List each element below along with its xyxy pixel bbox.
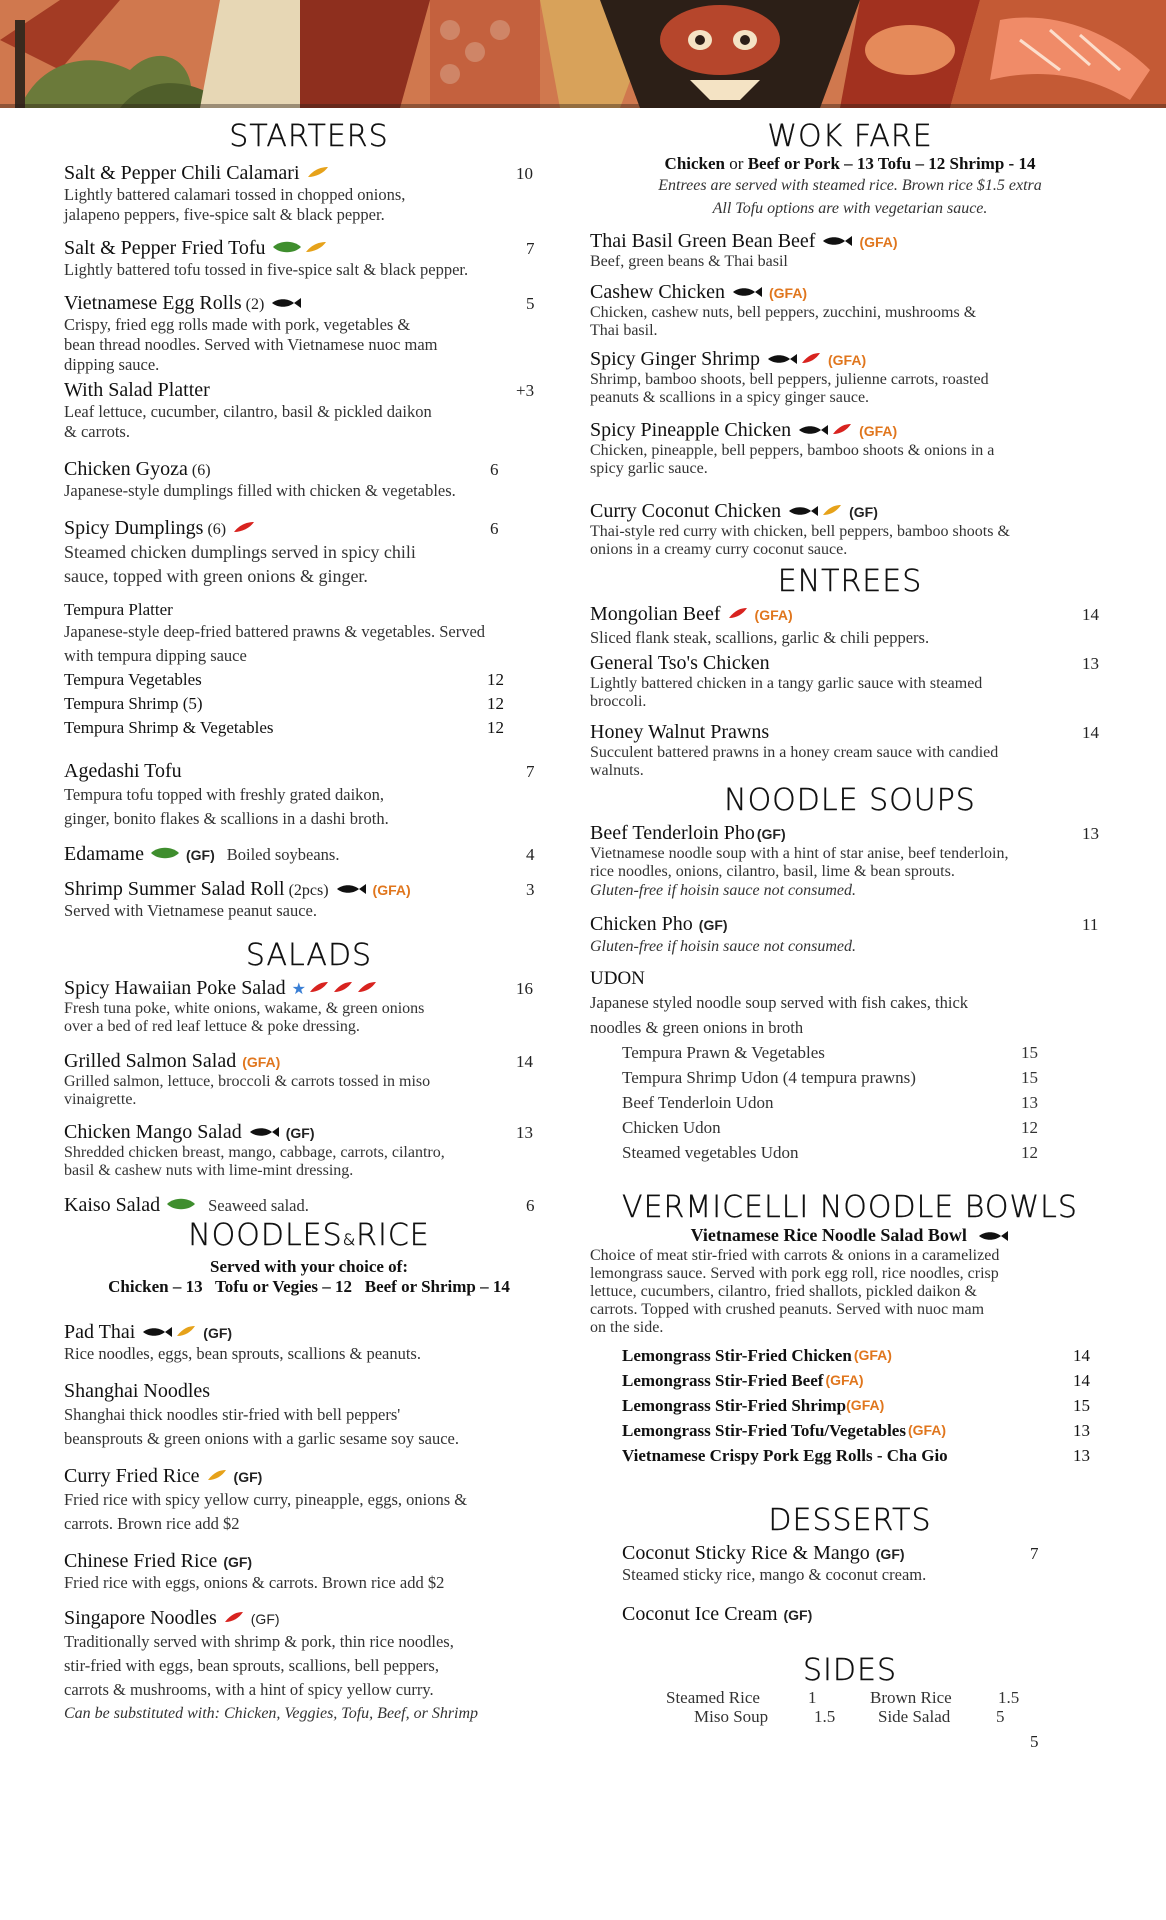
option-row <box>622 1140 1038 1165</box>
item-desc: Japanese-style deep-fried battered prawns & vegetables. Served <box>64 622 486 641</box>
option-row <box>622 1065 1038 1090</box>
heading-part: RICE <box>356 1218 430 1253</box>
noodles-rice-heading <box>64 1219 554 1257</box>
gfa-tag: (GFA) <box>853 1347 892 1364</box>
item-qty: (6) <box>207 521 227 538</box>
item-price: 13 <box>516 1123 533 1142</box>
item-price: +3 <box>516 381 535 400</box>
sides-list <box>590 1688 1110 1732</box>
pepper-icon <box>821 503 843 522</box>
protein-prices: Chicken – 13 Tofu or Vegies – 12 Beef or Shrimp – 14 <box>108 1277 510 1296</box>
menu-item-honey-walnut-prawns <box>590 721 1110 780</box>
gf-tag: (GF) <box>783 1607 813 1624</box>
item-desc: broccoli. <box>590 693 647 710</box>
item-desc: sauce, topped with green onions & ginger. <box>64 566 368 586</box>
item-price: 7 <box>1030 1544 1039 1564</box>
wok-note: Entrees are served with steamed rice. Brown rice $1.5 extra <box>658 177 1042 194</box>
fish-icon <box>270 296 302 314</box>
option-label: Beef Tenderloin Udon <box>622 1093 774 1112</box>
fish-icon <box>335 882 367 900</box>
menu-item-thai-basil-beef <box>590 230 1110 271</box>
option-price: 15 <box>1073 1396 1090 1416</box>
item-desc: Lightly battered chicken in a tangy garlic sauce with steamed <box>590 675 983 692</box>
item-desc: stir-fried with eggs, bean sprouts, scallions, bell peppers, <box>64 1656 439 1675</box>
item-desc: jalapeno peppers, five-spice salt & black pepper. <box>64 205 385 224</box>
fish-icon <box>977 1226 1009 1247</box>
menu-item-salad-platter <box>64 379 554 442</box>
menu-item-shanghai <box>64 1380 554 1451</box>
menu-item-coconut-ice-cream <box>622 1603 1110 1626</box>
gf-tag: (GF) <box>849 504 878 520</box>
item-qty: (2) <box>245 296 265 313</box>
item-desc: with tempura dipping sauce <box>64 646 247 665</box>
menu-item-egg-rolls <box>64 292 554 375</box>
item-desc: Beef, green beans & Thai basil <box>590 253 788 270</box>
item-price: 4 <box>526 845 535 864</box>
option-price: 12 <box>487 670 504 689</box>
item-desc: Thai basil. <box>590 322 658 339</box>
item-price: 5 <box>1030 1732 1039 1752</box>
menu-item-curry-coconut-chicken <box>590 500 1110 559</box>
gf-tag: (GF) <box>875 1546 905 1563</box>
option-price: 13 <box>1073 1421 1090 1441</box>
option-price: 12 <box>487 718 504 737</box>
option-price: 12 <box>487 694 504 713</box>
item-desc: Sliced flank steak, scallions, garlic & chili peppers. <box>590 628 930 647</box>
gf-tag: (GF) <box>250 1611 280 1627</box>
item-desc: Fried rice with spicy yellow curry, pineapple, eggs, onions & <box>64 1490 468 1509</box>
salads-heading: SALADS <box>245 938 373 973</box>
gfa-tag: (GFA) <box>768 285 808 301</box>
side-price: 1.5 <box>998 1688 1020 1708</box>
item-desc: peanuts & scallions in a spicy ginger sauce. <box>590 389 870 406</box>
item-desc: basil & cashew nuts with lime-mint dressing. <box>64 1162 354 1179</box>
menu-item-edamame <box>64 843 554 866</box>
option-price: 15 <box>1021 1068 1038 1087</box>
entrees-heading: ENTREES <box>777 564 923 599</box>
gf-tag: (GF) <box>185 847 215 863</box>
heading-part: NOODLES <box>188 1218 343 1253</box>
option-row <box>622 1090 1038 1115</box>
item-price: 14 <box>1082 605 1099 624</box>
fish-icon <box>248 1125 280 1143</box>
item-name: Agedashi Tofu <box>64 760 182 782</box>
chili-icon <box>332 980 354 999</box>
noodle-soups-heading: NOODLE SOUPS <box>724 783 976 818</box>
item-name: Shrimp Summer Salad Roll <box>64 878 285 900</box>
menu-item-curry-fried-rice <box>64 1465 554 1536</box>
item-desc: Chicken, cashew nuts, bell peppers, zucchini, mushrooms & <box>590 304 977 321</box>
option-price: 12 <box>1021 1118 1038 1137</box>
item-price: 13 <box>1082 654 1099 673</box>
item-name: Beef Tenderloin Pho <box>590 822 755 844</box>
item-desc: Steamed sticky rice, mango & coconut cream. <box>622 1565 927 1585</box>
gfa-tag: (GFA) <box>907 1422 947 1439</box>
menu-item-udon <box>590 968 1110 1165</box>
menu-item-mango-salad <box>64 1121 554 1180</box>
item-note: Gluten-free if hoisin sauce not consumed. <box>590 882 857 899</box>
pepper-icon <box>306 165 330 184</box>
option-label: Chicken Udon <box>622 1118 721 1137</box>
option-price: 15 <box>1021 1043 1038 1062</box>
gfa-tag: (GFA) <box>828 352 867 368</box>
gfa-tag: (GFA) <box>846 1397 885 1414</box>
menu-item-poke <box>64 977 554 1036</box>
menu-item-chinese-fried-rice <box>64 1550 554 1593</box>
item-price: 6 <box>490 460 499 479</box>
option-price: 14 <box>1073 1346 1090 1366</box>
menu-item-general-tso <box>590 652 1110 711</box>
chili-icon <box>356 980 378 999</box>
option-row <box>64 692 504 716</box>
item-name: Chinese Fried Rice <box>64 1550 218 1572</box>
item-name: Mongolian Beef <box>590 603 721 625</box>
option-price: 13 <box>1073 1446 1090 1466</box>
item-desc: Tempura tofu topped with freshly grated daikon, <box>64 785 385 804</box>
item-desc: Crispy, fried egg rolls made with pork, vegetables & <box>64 315 411 334</box>
item-desc: spicy garlic sauce. <box>590 460 708 477</box>
item-desc: Fried rice with eggs, onions & carrots. Brown rice add $2 <box>64 1573 445 1592</box>
leaf-icon <box>166 1197 196 1216</box>
item-desc: bean thread noodles. Served with Vietnamese nuoc mam <box>64 335 438 354</box>
item-name: With Salad Platter <box>64 379 210 401</box>
item-price: 6 <box>490 519 499 538</box>
side-label: Miso Soup <box>694 1707 769 1727</box>
item-desc: over a bed of red leaf lettuce & poke dressing. <box>64 1018 360 1035</box>
item-qty: (6) <box>191 462 211 479</box>
item-name: Chicken Pho <box>590 913 693 935</box>
option-row <box>622 1368 1090 1393</box>
option-row <box>622 1393 1090 1418</box>
item-price: 16 <box>516 979 533 998</box>
item-desc: ginger, bonito flakes & scallions in a dashi broth. <box>64 809 389 828</box>
chili-icon <box>727 606 749 625</box>
subtitle-text: Vietnamese Rice Noodle Salad Bowl <box>690 1225 967 1245</box>
menu-item-chicken-pho <box>590 913 1110 958</box>
option-label: Lemongrass Stir-Fried Chicken <box>622 1346 852 1366</box>
bowl-desc: Choice of meat stir-fried with carrots & onions in a caramelized <box>590 1247 1000 1265</box>
left-column <box>64 120 554 1726</box>
gfa-tag: (GFA) <box>859 423 898 439</box>
option-price: 13 <box>1021 1093 1038 1112</box>
item-desc: Thai-style red curry with chicken, bell peppers, bamboo shoots & <box>590 523 1010 540</box>
option-row <box>64 668 504 692</box>
wok-fare-heading: WOK FARE <box>767 119 933 154</box>
menu-item-sticky-rice <box>622 1542 1110 1585</box>
option-label: Tempura Vegetables <box>64 670 202 689</box>
item-desc: noodles & green onions in broth <box>590 1018 804 1037</box>
protein-text: Beef or Pork – 13 Tofu – 12 Shrimp - 14 <box>747 154 1036 173</box>
chili-icon <box>232 520 256 539</box>
item-desc: Boiled soybeans. <box>226 845 340 864</box>
option-label: Tempura Shrimp Udon (4 tempura prawns) <box>622 1068 916 1087</box>
item-desc: Fresh tuna poke, white onions, wakame, & green onions <box>64 1000 425 1017</box>
item-note: Can be substituted with: Chicken, Veggies, Tofu, Beef, or Shrimp <box>64 1705 479 1722</box>
item-price: 7 <box>526 239 535 258</box>
chili-icon <box>223 1610 245 1629</box>
wok-note: All Tofu options are with vegetarian sauce. <box>712 200 988 217</box>
gfa-tag: (GFA) <box>825 1372 864 1389</box>
gf-tag: (GF) <box>203 1325 233 1341</box>
option-row <box>622 1343 1090 1368</box>
option-label: Vietnamese Crispy Pork Egg Rolls - Cha Gio <box>622 1446 948 1466</box>
item-price: 11 <box>1082 915 1099 934</box>
vermicelli-heading: VERMICELLI NOODLE BOWLS <box>622 1190 1078 1225</box>
gf-tag: (GF) <box>698 917 728 933</box>
item-name: Chicken Mango Salad <box>64 1121 242 1143</box>
gfa-tag: (GFA) <box>242 1054 281 1070</box>
item-price: 13 <box>1082 824 1099 843</box>
fish-icon <box>821 234 853 252</box>
item-desc: Succulent battered prawns in a honey cream sauce with candied <box>590 744 999 761</box>
starters-heading: STARTERS <box>229 119 389 154</box>
option-row <box>622 1418 1090 1443</box>
fish-icon <box>787 504 819 522</box>
menu-item-singapore <box>64 1607 554 1726</box>
item-desc: Steamed chicken dumplings served in spicy chili <box>64 542 416 562</box>
option-price: 12 <box>1021 1143 1038 1162</box>
item-desc: Traditionally served with shrimp & pork, thin rice noodles, <box>64 1632 454 1651</box>
side-label: Side Salad <box>878 1707 951 1727</box>
bowl-desc: carrots. Topped with crushed peanuts. Served with nuoc mam <box>590 1301 985 1319</box>
gf-tag: (GF) <box>233 1469 263 1485</box>
bowl-desc: lemongrass sauce. Served with pork egg roll, rice noodles, crisp <box>590 1265 999 1283</box>
pepper-icon <box>206 1468 228 1487</box>
bowl-desc: on the side. <box>590 1319 664 1337</box>
fish-icon <box>766 352 798 370</box>
item-desc: beansprouts & green onions with a garlic sesame soy sauce. <box>64 1429 459 1448</box>
gf-tag: (GF) <box>223 1554 253 1570</box>
heading-amp: & <box>342 1230 357 1249</box>
item-desc: dipping sauce. <box>64 355 160 374</box>
item-name: Spicy Ginger Shrimp <box>590 348 760 370</box>
choice-line: Served with your choice of: <box>210 1257 408 1276</box>
option-label: Lemongrass Stir-Fried Shrimp <box>622 1396 847 1416</box>
item-desc: carrots. Brown rice add $2 <box>64 1514 240 1533</box>
item-name: UDON <box>590 968 645 989</box>
side-label: Brown Rice <box>870 1688 952 1708</box>
leaf-icon <box>150 846 180 865</box>
item-name: Cashew Chicken <box>590 281 725 303</box>
item-name: Curry Coconut Chicken <box>590 500 782 522</box>
item-price: 6 <box>526 1196 535 1215</box>
vermicelli-subtitle <box>590 1225 1110 1247</box>
protein-text: or <box>725 154 748 173</box>
bowl-desc: lettuce, cucumbers, cilantro, fried shallots, pickled daikon & <box>590 1283 977 1301</box>
menu-item-spicy-dumplings <box>64 517 554 588</box>
item-desc: Lightly battered tofu tossed in five-spice salt & black pepper. <box>64 260 469 279</box>
fish-icon <box>141 1325 173 1343</box>
side-price: 1 <box>808 1688 817 1708</box>
item-name: Curry Fried Rice <box>64 1465 200 1487</box>
item-name: Kaiso Salad <box>64 1194 161 1216</box>
item-name: Thai Basil Green Bean Beef <box>590 230 816 252</box>
item-desc: Chicken, pineapple, bell peppers, bamboo shoots & onions in a <box>590 442 995 459</box>
option-price: 14 <box>1073 1371 1090 1391</box>
menu-item-salmon-salad <box>64 1050 554 1109</box>
item-desc: Shanghai thick noodles stir-fried with bell peppers' <box>64 1405 401 1424</box>
item-price: 7 <box>526 762 535 781</box>
menu-item-tempura-platter <box>64 600 554 740</box>
item-name: Chicken Gyoza <box>64 458 188 480</box>
item-desc: Shredded chicken breast, mango, cabbage, carrots, cilantro, <box>64 1144 445 1161</box>
option-row <box>64 716 504 740</box>
star-icon: ★ <box>291 981 306 998</box>
menu-item-gyoza <box>64 458 554 501</box>
gf-tag: (GF) <box>756 826 786 842</box>
item-name: Coconut Sticky Rice & Mango <box>622 1542 870 1565</box>
item-desc: Japanese-style dumplings filled with chicken & vegetables. <box>64 481 456 500</box>
gfa-tag: (GFA) <box>372 882 411 898</box>
pepper-icon <box>304 240 328 259</box>
item-desc: Leaf lettuce, cucumber, cilantro, basil & pickled daikon <box>64 402 432 421</box>
item-desc: Grilled salmon, lettuce, broccoli & carrots tossed in miso <box>64 1073 431 1090</box>
item-name: Salt & Pepper Chili Calamari <box>64 162 300 184</box>
option-row <box>622 1115 1038 1140</box>
item-name: Tempura Platter <box>64 600 173 619</box>
item-name: Edamame <box>64 843 144 865</box>
item-name: Vietnamese Egg Rolls <box>64 292 242 314</box>
item-desc: Served with Vietnamese peanut sauce. <box>64 901 317 920</box>
protein-text: Chicken <box>664 154 726 173</box>
item-desc: Shrimp, bamboo shoots, bell peppers, julienne carrots, roasted <box>590 371 989 388</box>
menu-item-kaiso <box>64 1194 554 1217</box>
item-name: Grilled Salmon Salad <box>64 1050 237 1072</box>
menu-item-spicy-ginger-shrimp <box>590 348 1110 407</box>
item-desc: Vietnamese noodle soup with a hint of star anise, beef tenderloin, <box>590 845 1009 862</box>
right-column <box>590 120 1110 1756</box>
sides-heading: SIDES <box>803 1653 897 1689</box>
menu-item-pad-thai <box>64 1321 554 1364</box>
option-label: Steamed vegetables Udon <box>622 1143 799 1162</box>
item-desc: onions in a creamy curry coconut sauce. <box>590 541 848 558</box>
option-label: Lemongrass Stir-Fried Beef <box>622 1371 824 1391</box>
chili-icon <box>308 980 330 999</box>
header-banner-artwork <box>0 0 1166 108</box>
option-label: Lemongrass Stir-Fried Tofu/Vegetables <box>622 1421 906 1441</box>
option-label: Tempura Shrimp (5) <box>64 694 203 713</box>
item-desc: Lightly battered calamari tossed in chopped onions, <box>64 185 406 204</box>
item-name: General Tso's Chicken <box>590 652 770 674</box>
gfa-tag: (GFA) <box>859 234 898 250</box>
option-label: Tempura Prawn & Vegetables <box>622 1043 825 1062</box>
item-name: Pad Thai <box>64 1321 136 1343</box>
item-price: 5 <box>526 294 535 313</box>
menu-item-calamari <box>64 162 554 225</box>
item-name: Spicy Pineapple Chicken <box>590 419 792 441</box>
item-qty: (2pcs) <box>288 882 329 899</box>
gfa-tag: (GFA) <box>754 607 793 623</box>
item-desc: rice noodles, onions, cilantro, basil, lime & bean sprouts. <box>590 863 955 880</box>
item-name: Spicy Hawaiian Poke Salad <box>64 977 286 999</box>
item-note: Gluten-free if hoisin sauce not consumed. <box>590 938 857 955</box>
item-desc: walnuts. <box>590 762 644 779</box>
item-name: Honey Walnut Prawns <box>590 721 770 743</box>
menu-item-agedashi <box>64 760 554 831</box>
item-name: Spicy Dumplings <box>64 517 204 539</box>
wok-protein-prices <box>590 154 1110 174</box>
chili-icon <box>800 351 822 370</box>
option-row <box>622 1040 1038 1065</box>
leaf-icon <box>272 240 302 259</box>
menu-item-beef-pho <box>590 822 1110 901</box>
menu-item-mongolian-beef <box>590 603 1110 650</box>
item-desc: & carrots. <box>64 422 130 441</box>
item-price: 3 <box>526 880 535 899</box>
menu-item-fried-tofu <box>64 237 554 280</box>
item-name: Singapore Noodles <box>64 1607 217 1629</box>
option-label: Tempura Shrimp & Vegetables <box>64 718 274 737</box>
chili-icon <box>831 422 853 441</box>
fish-icon <box>731 285 763 303</box>
item-price: 10 <box>516 164 533 183</box>
item-desc: Rice noodles, eggs, bean sprouts, scallions & peanuts. <box>64 1344 421 1363</box>
item-price: 14 <box>1082 723 1099 742</box>
desserts-heading: DESSERTS <box>768 1503 932 1539</box>
fish-icon <box>797 423 829 441</box>
pepper-icon <box>175 1324 197 1343</box>
menu-item-summer-roll <box>64 878 554 921</box>
item-name: Shanghai Noodles <box>64 1380 211 1402</box>
option-row <box>622 1443 1090 1468</box>
menu-item-cashew-chicken <box>590 281 1110 340</box>
item-desc: Japanese styled noodle soup served with fish cakes, thick <box>590 993 969 1012</box>
side-price: 1.5 <box>814 1707 836 1727</box>
side-label: Steamed Rice <box>666 1688 760 1708</box>
item-price: 14 <box>516 1052 533 1071</box>
gf-tag: (GF) <box>285 1125 315 1141</box>
menu-item-spicy-pineapple-chicken <box>590 419 1110 478</box>
item-name: Coconut Ice Cream <box>622 1603 778 1626</box>
item-name: Salt & Pepper Fried Tofu <box>64 237 266 259</box>
item-desc: Seaweed salad. <box>208 1196 309 1215</box>
side-price: 5 <box>996 1707 1005 1727</box>
item-desc: carrots & mushrooms, with a hint of spicy yellow curry. <box>64 1680 434 1699</box>
item-desc: vinaigrette. <box>64 1091 137 1108</box>
